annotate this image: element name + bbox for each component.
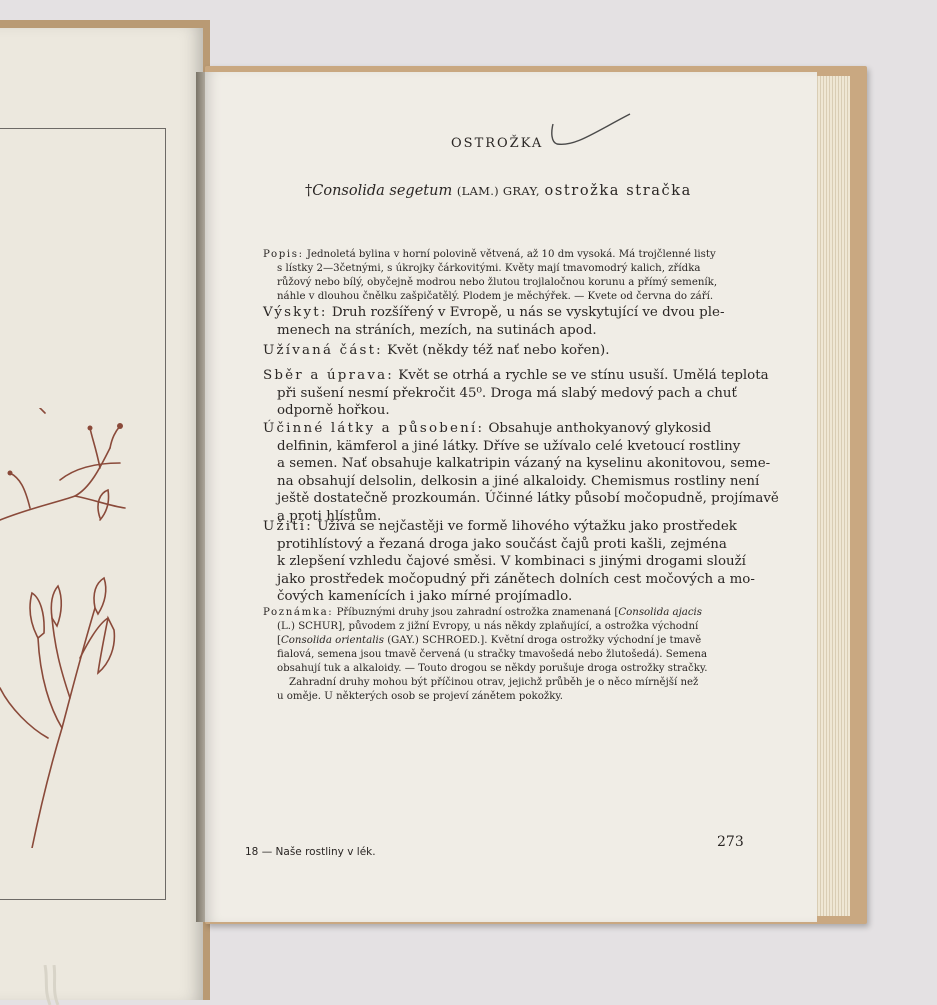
text-line: Užívá se nejčastěji ve formě lihového výtažku jako prostředek: [317, 519, 737, 534]
text-line: protihlístový a řezaná droga jako součást čajů proti kašli, zejména: [277, 536, 727, 552]
page-edges: [812, 76, 850, 916]
running-head: OSTROŽKA: [451, 136, 544, 151]
section-sber: [263, 367, 769, 420]
text-line: k zlepšení vzhledu čajové směsi. V kombinaci s jinými drogami slouží: [277, 554, 746, 569]
text-line: Květ (někdy též nať nebo kořen).: [387, 343, 610, 358]
text-line: Druh rozšířený v Evropě, u nás se vyskytující ve dvou ple-: [331, 305, 725, 320]
species-title: [305, 183, 785, 199]
text-line: (L.) SCHUR], původem z jižní Evropy, u nás někdy zplaňující, a ostrožka východní: [277, 621, 699, 632]
text-line: Zahradní druhy mohou být příčinou otrav, jejichž průběh je o něco mírnější než: [289, 677, 699, 688]
author-citation: (LAM.) GRAY,: [456, 184, 540, 198]
pencil-check-mark: [545, 102, 635, 152]
section-poznamka: [263, 606, 763, 704]
text-line: menech na stráních, mezích, na sutinách apod.: [277, 322, 597, 338]
text-line: fialová, semena jsou tmavě červená (u stračky tmavošedá nebo žlutošedá). Semena: [277, 649, 708, 660]
section-label: Účinné látky a působení:: [263, 421, 485, 436]
section-label: Sběr a úprava:: [263, 368, 395, 383]
section-label: Výskyt:: [263, 305, 328, 320]
text-line: odporně hořkou.: [277, 403, 390, 418]
section-vyskyt: [263, 304, 735, 339]
text-line: na obsahují delsolin, delkosin a jiné alkaloidy. Chemismus rostliny není: [277, 473, 760, 489]
text-line: při sušení nesmí překročit 45⁰. Droga má slabý medový pach a chuť: [277, 385, 737, 401]
dagger-symbol: †: [305, 183, 313, 199]
section-uziti: [263, 518, 755, 606]
text-line: růžový nebo bílý, obyčejně modrou nebo žlutou trojlaločnou korunu a přímý semeník,: [277, 277, 718, 288]
text-line: s lístky 2—3četnými, s úkrojky čárkovitými. Květy mají tmavomodrý kalich, zřídka: [277, 263, 701, 274]
text-line: Obsahuje anthokyanový glykosid: [488, 421, 712, 436]
bookmark-ribbon: [40, 965, 70, 1005]
section-label: Poznámka:: [263, 607, 334, 618]
text-fragment: [: [277, 635, 281, 646]
text-fragment: (GAY.) SCHROED.]. Květní droga ostrožky východní je tmavě: [383, 635, 702, 646]
latin-name: Consolida ajacis: [618, 607, 703, 618]
section-label: Užívaná část:: [263, 343, 383, 358]
plant-illustration: [0, 408, 160, 848]
signature-mark: 18 — Naše rostliny v lék.: [245, 846, 376, 858]
text-line: ještě dostatečně prozkoumán. Účinné látky působí močopudně, projímavě: [277, 491, 779, 506]
section-uzivana-cast: [263, 342, 735, 360]
section-popis: [263, 248, 763, 304]
text-line: a semen. Nať obsahuje kalkatripin vázaný na kyselinu akonitovou, seme-: [277, 456, 771, 471]
latin-name: Consolida orientalis: [280, 635, 384, 646]
text-line: Květ se otrhá a rychle se ve stínu usuší. Umělá teplota: [398, 368, 769, 383]
section-ucinne-latky: [263, 420, 779, 525]
text-line: u oměje. U některých osob se projeví zánětem pokožky.: [277, 691, 564, 702]
text-line: a proti hlístům.: [277, 508, 382, 524]
section-label: Užití:: [263, 519, 313, 534]
latin-name: Consolida segetum: [312, 183, 453, 199]
text-line: obsahují tuk a alkaloidy. — Touto drogou se někdy porušuje droga ostrožky stračky.: [277, 663, 708, 674]
left-page: [0, 28, 203, 1000]
text-line: Příbuznými druhy jsou zahradní ostrožka znamenaná [: [336, 607, 619, 618]
text-line: jako prostředek močopudný při zánětech dolních cest močových a mo-: [277, 571, 755, 587]
section-label: Popis:: [263, 249, 304, 260]
right-page: [205, 72, 817, 922]
text-line: náhle v dlouhou čnělku zašpičatělý. Plodem je měchýřek. — Kvete od června do září.: [277, 291, 714, 302]
text-line: Jednoletá bylina v horní polovině větvená, až 10 dm vysoká. Má trojčlenné listy: [306, 249, 716, 260]
page-number: 273: [717, 834, 744, 850]
text-line: delfinin, kämferol a jiné látky. Dříve se užívalo celé kvetoucí rostliny: [277, 438, 741, 454]
czech-name: ostrožka stračka: [544, 183, 692, 199]
text-line: čových kamenících i jako mírné projímadlo.: [277, 589, 573, 604]
